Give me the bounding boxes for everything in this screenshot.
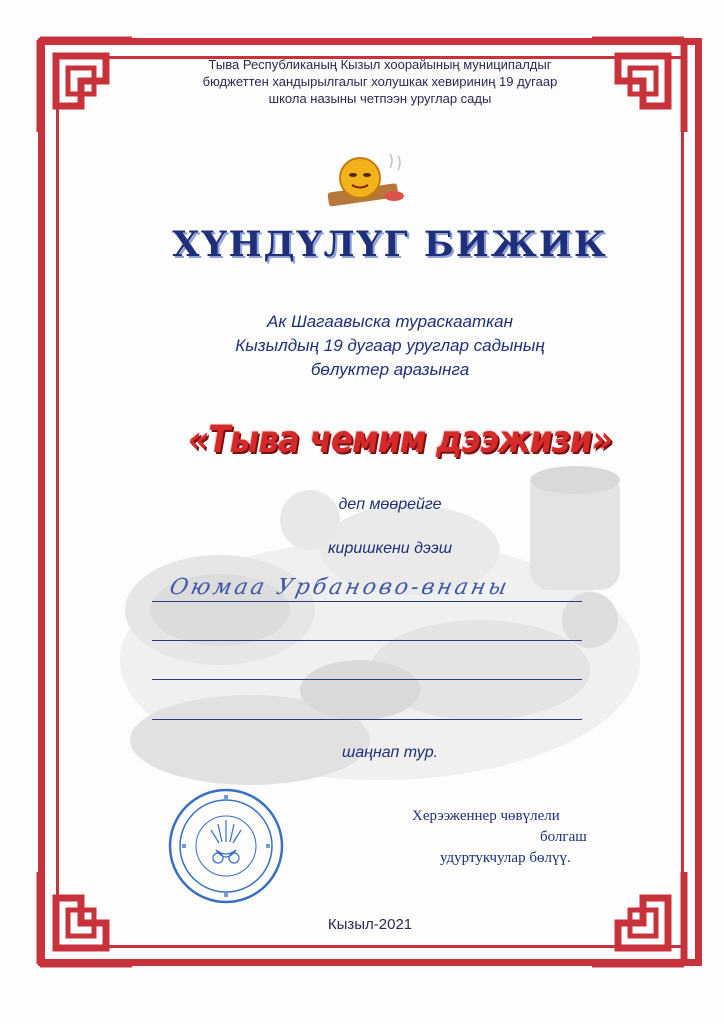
round-stamp-icon xyxy=(166,786,286,906)
signature-line: болгаш xyxy=(540,829,587,845)
header-line: школа назыны четпээн уруглар сады xyxy=(268,91,492,106)
intro-line: бөлуктер аразынга xyxy=(310,360,470,379)
signature-line: Херээженнер чөвүлели xyxy=(412,808,560,824)
corner-ornament-top-left xyxy=(36,36,136,136)
header-line: Тыва Республиканың Кызыл хоорайының муниципалдыг xyxy=(208,57,552,72)
competition-phrase: деп мөөрейге xyxy=(338,496,442,513)
recipient-name-handwritten: Оюмаа Урбаново-внаны xyxy=(167,575,513,600)
blank-line xyxy=(152,679,582,680)
contest-name: «Тыва чемим дээжизи» xyxy=(188,418,612,461)
sun-face-logo-icon xyxy=(322,148,414,212)
participation-phrase: киришкени дээш xyxy=(328,540,452,557)
intro-line: Кызылдың 19 дугаар уруглар садының xyxy=(235,336,545,355)
signature-line: удуртукчулар бөлүү. xyxy=(440,850,571,866)
blank-line xyxy=(152,719,582,720)
header-line: бюджеттен хандырылгалыг холушкак хевириниң 19 дугаар xyxy=(202,74,558,89)
place-year: Кызыл-2021 xyxy=(327,916,413,933)
recipient-line xyxy=(152,601,582,602)
signature-block xyxy=(412,806,632,869)
corner-ornament-bottom-right xyxy=(588,868,688,968)
corner-ornament-bottom-left xyxy=(36,868,136,968)
awarded-phrase: шаңнап тур. xyxy=(341,744,439,761)
intro-line: Ак Шагаавыска тураскааткан xyxy=(266,312,513,331)
dedication-text xyxy=(130,310,650,382)
certificate-title: ХҮНДҮЛҮГ БИЖИК xyxy=(172,224,608,265)
blank-line xyxy=(152,640,582,641)
institution-header xyxy=(150,56,610,107)
